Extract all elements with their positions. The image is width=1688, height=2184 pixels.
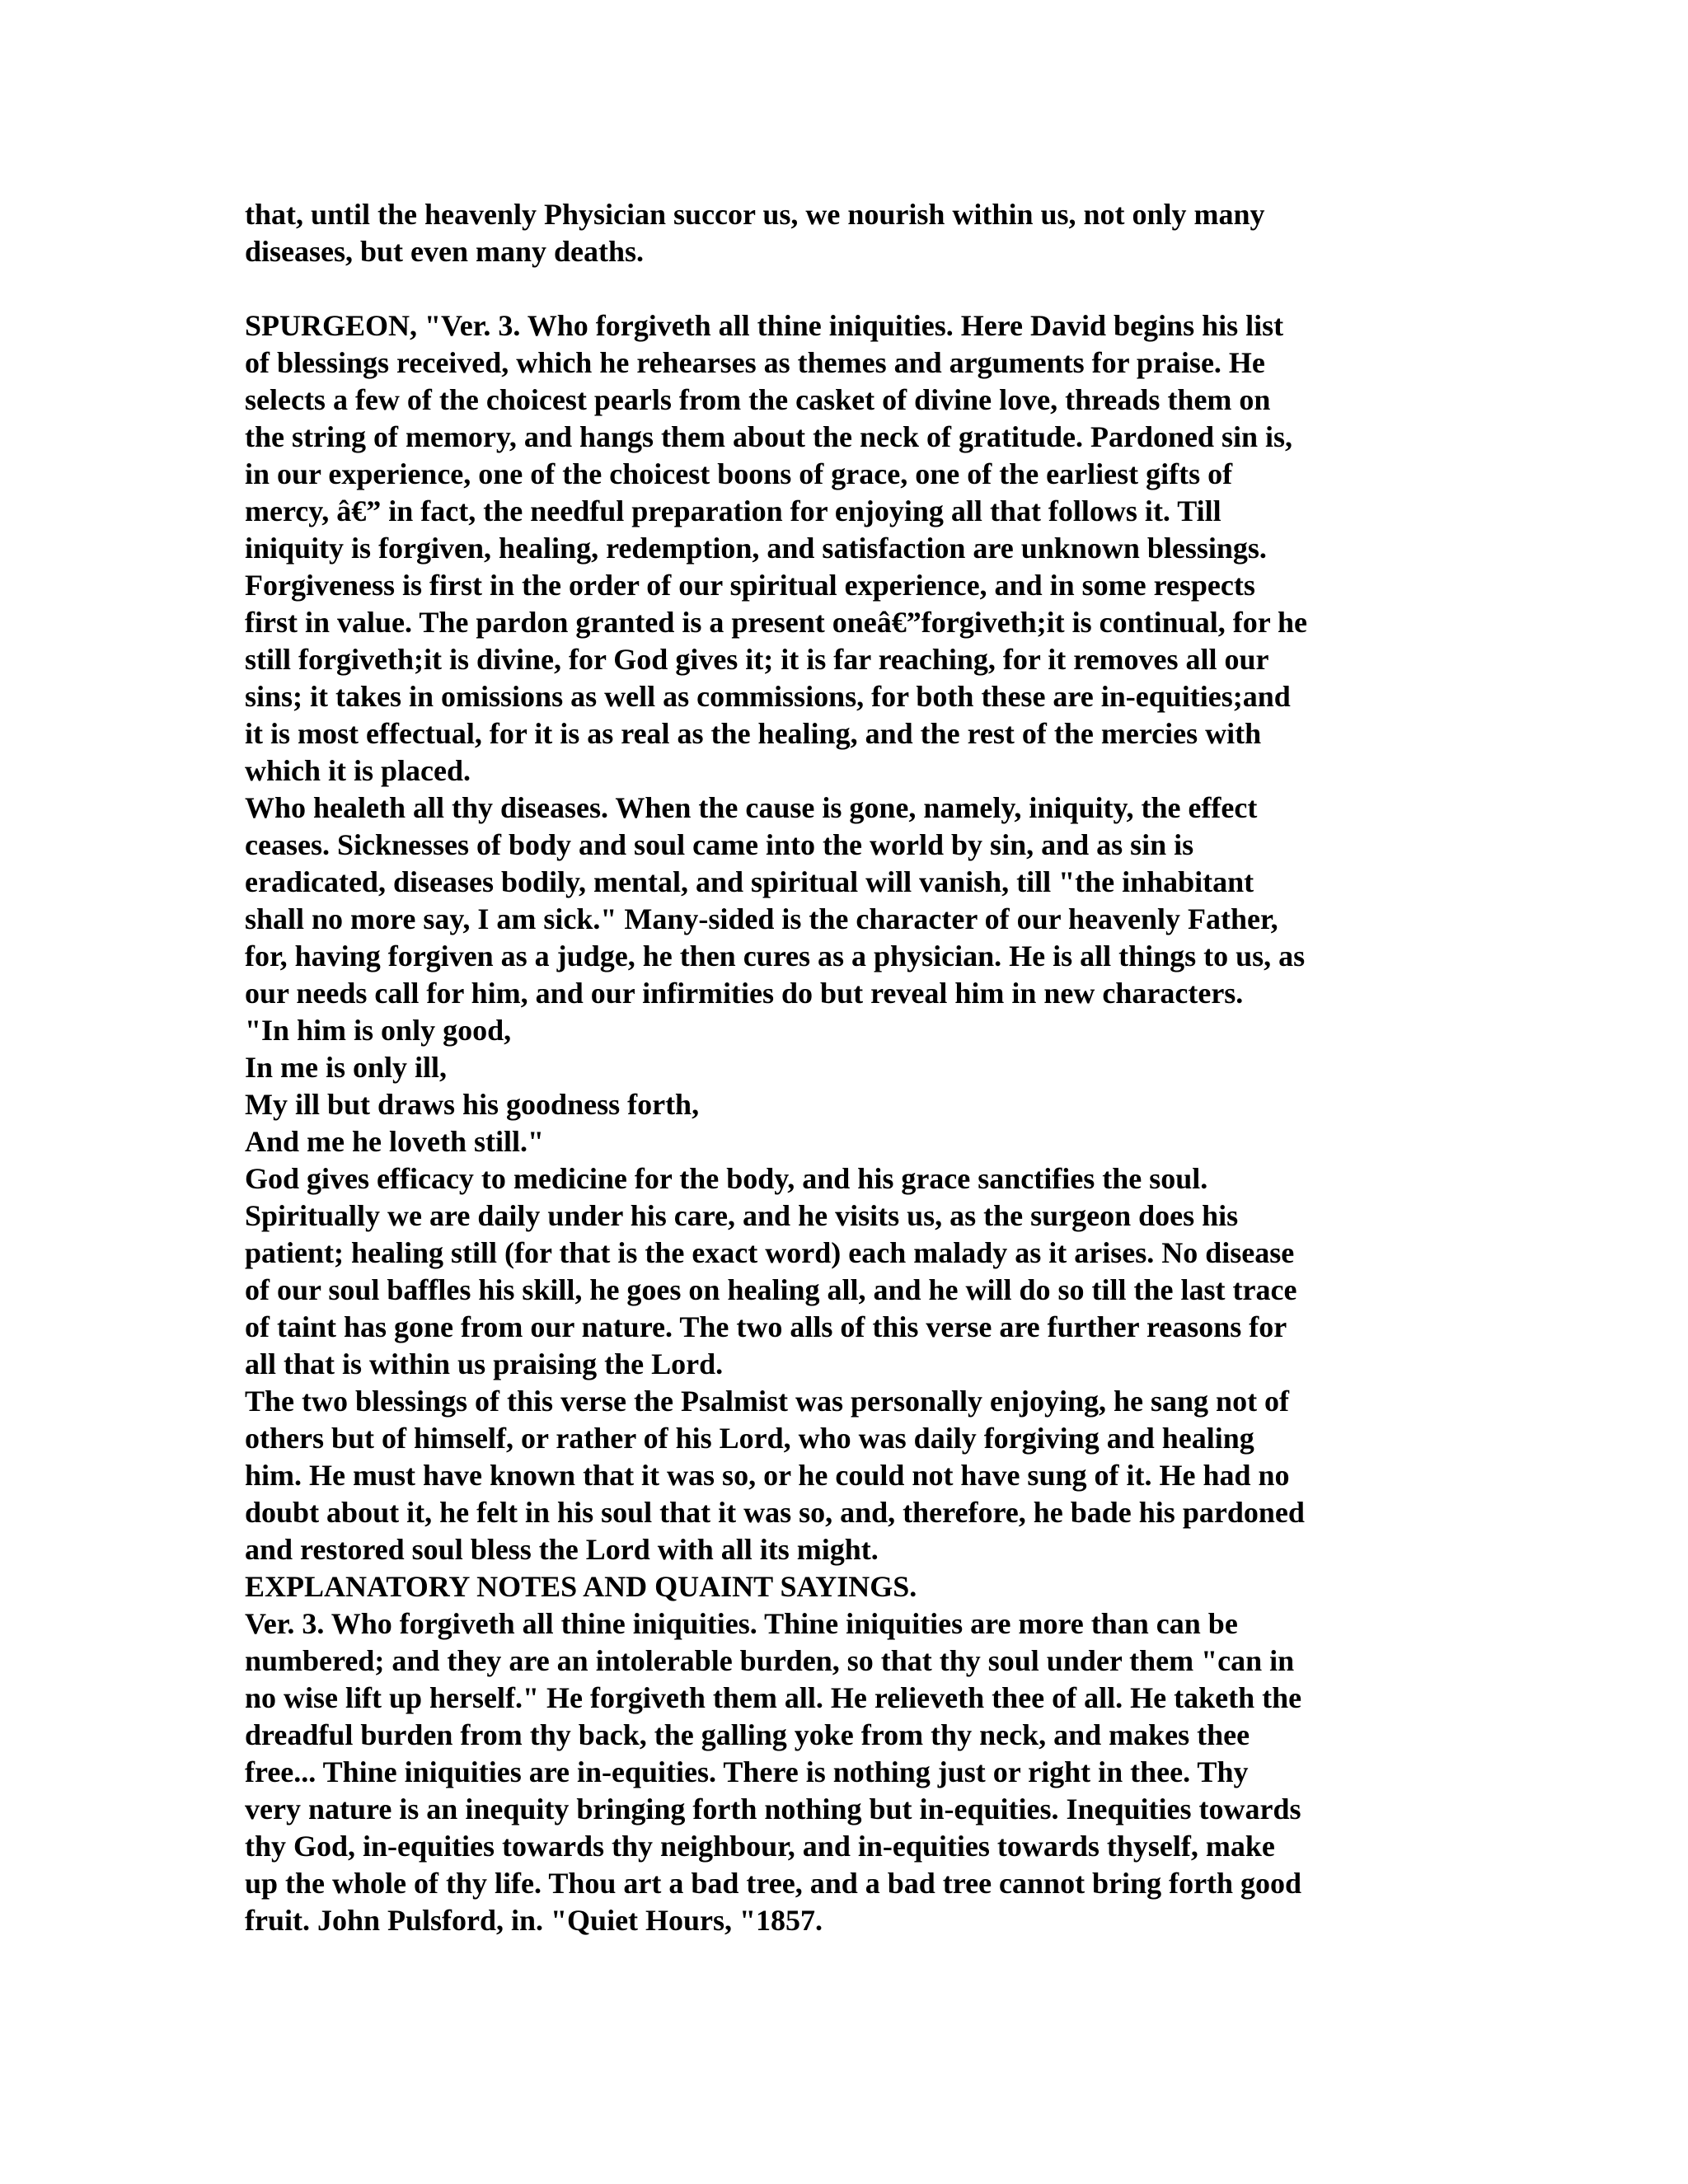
text-line: first in value. The pardon granted is a present oneâ€”forgiveth;it is continual, for he [245, 606, 1308, 639]
text-line: of blessings received, which he rehearses as themes and arguments for praise. He [245, 346, 1265, 379]
text-line: ceases. Sicknesses of body and soul came into the world by sin, and as sin is [245, 828, 1194, 861]
text-line: Spiritually we are daily under his care, and he visits us, as the surgeon does his [245, 1199, 1239, 1232]
text-line: shall no more say, I am sick." Many-sided is the character of our heavenly Father, [245, 902, 1278, 935]
text-line: still forgiveth;it is divine, for God gives it; it is far reaching, for it removes all our [245, 643, 1269, 676]
text-line: selects a few of the choicest pearls from the casket of divine love, threads them on [245, 383, 1271, 416]
text-line: free... Thine iniquities are in-equities. There is nothing just or right in thee. Thy [245, 1755, 1249, 1788]
text-line: patient; healing still (for that is the exact word) each malady as it arises. No disease [245, 1236, 1295, 1269]
text-line: EXPLANATORY NOTES AND QUAINT SAYINGS. [245, 1570, 917, 1603]
text-line: numbered; and they are an intolerable burden, so that thy soul under them "can in [245, 1644, 1295, 1677]
text-line: up the whole of thy life. Thou art a bad tree, and a bad tree cannot bring forth good [245, 1867, 1302, 1900]
intro-paragraph [245, 196, 1440, 270]
text-line: doubt about it, he felt in his soul that it was so, and, therefore, he bade his pardoned [245, 1496, 1305, 1529]
text-line: SPURGEON, "Ver. 3. Who forgiveth all thine iniquities. Here David begins his list [245, 309, 1284, 342]
text-line: of our soul baffles his skill, he goes on healing all, and he will do so till the last trace [245, 1273, 1297, 1306]
paragraph-gap [245, 270, 1440, 307]
text-line: of taint has gone from our nature. The two alls of this verse are further reasons for [245, 1310, 1287, 1343]
text-line: all that is within us praising the Lord. [245, 1347, 724, 1380]
text-line: thy God, in-equities towards thy neighbour, and in-equities towards thyself, make [245, 1830, 1275, 1863]
text-line: the string of memory, and hangs them about the neck of gratitude. Pardoned sin is, [245, 420, 1293, 453]
text-line: in our experience, one of the choicest boons of grace, one of the earliest gifts of [245, 457, 1233, 490]
text-line: diseases, but even many deaths. [245, 235, 645, 268]
text-line: it is most effectual, for it is as real as the healing, and the rest of the mercies with [245, 717, 1262, 750]
text-line: dreadful burden from thy back, the galling yoke from thy neck, and makes thee [245, 1718, 1250, 1751]
spurgeon-commentary [245, 307, 1440, 1939]
text-line: and restored soul bless the Lord with all its might. [245, 1533, 879, 1566]
text-line: no wise lift up herself." He forgiveth them all. He relieveth thee of all. He taketh the [245, 1681, 1302, 1714]
text-line: that, until the heavenly Physician succor us, we nourish within us, not only many [245, 198, 1265, 231]
text-line: very nature is an inequity bringing forth nothing but in-equities. Inequities towards [245, 1793, 1301, 1825]
text-line: eradicated, diseases bodily, mental, and spiritual will vanish, till "the inhabitant [245, 865, 1254, 898]
text-line: And me he loveth still." [245, 1125, 544, 1158]
text-line: fruit. John Pulsford, in. "Quiet Hours, "1857. [245, 1904, 823, 1937]
text-line: In me is only ill, [245, 1051, 448, 1084]
text-line: The two blessings of this verse the Psalmist was personally enjoying, he sang not of [245, 1385, 1290, 1418]
text-line: sins; it takes in omissions as well as commissions, for both these are in-equities;and [245, 680, 1291, 713]
text-line: others but of himself, or rather of his Lord, who was daily forgiving and healing [245, 1422, 1254, 1455]
document-page [245, 196, 1440, 1939]
text-line: which it is placed. [245, 754, 471, 787]
text-line: My ill but draws his goodness forth, [245, 1088, 700, 1121]
text-line: God gives efficacy to medicine for the body, and his grace sanctifies the soul. [245, 1162, 1208, 1195]
text-line: Ver. 3. Who forgiveth all thine iniquities. Thine iniquities are more than can be [245, 1607, 1238, 1640]
text-line: for, having forgiven as a judge, he then cures as a physician. He is all things to us, as [245, 940, 1306, 972]
text-line: Who healeth all thy diseases. When the cause is gone, namely, iniquity, the effect [245, 791, 1258, 824]
text-line: him. He must have known that it was so, or he could not have sung of it. He had no [245, 1459, 1290, 1492]
text-line: "In him is only good, [245, 1014, 512, 1047]
text-line: iniquity is forgiven, healing, redemption, and satisfaction are unknown blessings. [245, 532, 1267, 565]
text-line: Forgiveness is first in the order of our spiritual experience, and in some respects [245, 569, 1255, 602]
text-line: our needs call for him, and our infirmities do but reveal him in new characters. [245, 977, 1244, 1010]
text-line: mercy, â€” in fact, the needful preparation for enjoying all that follows it. Till [245, 494, 1221, 527]
